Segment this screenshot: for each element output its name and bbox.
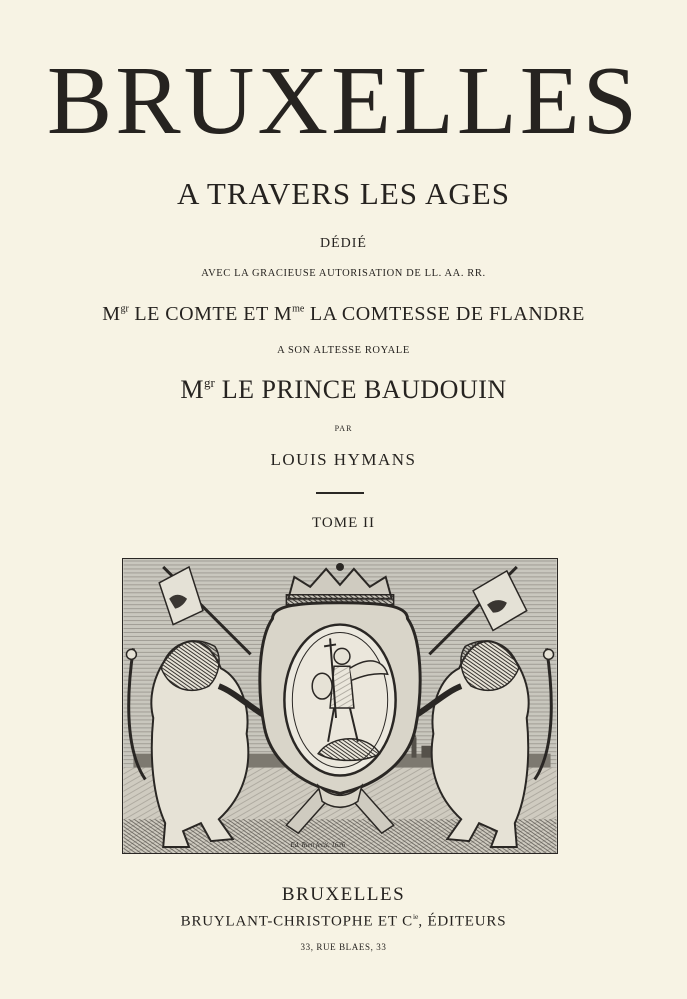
mgr-superscript: gr xyxy=(120,303,129,315)
prince-mgr-superscript: gr xyxy=(203,375,215,390)
prince-line xyxy=(0,375,687,405)
par-label: PAR xyxy=(334,424,353,433)
engraver-signature: Ed. Rien fecit, 1626 xyxy=(290,841,346,850)
imprint-city: BRUXELLES xyxy=(281,884,406,905)
publisher-name: BRUYLANT-CHRISTOPHE ET C xyxy=(180,913,413,930)
mgr-abbrev: M xyxy=(102,303,121,325)
book-title: BRUXELLES xyxy=(46,47,641,155)
altesse-line: A SON ALTESSE ROYALE xyxy=(277,345,410,356)
mme-superscript: me xyxy=(292,303,305,315)
imprint-publisher xyxy=(0,912,687,930)
volume-number: TOME II xyxy=(312,515,375,531)
prince-mgr: M xyxy=(180,375,204,405)
authorisation-line: AVEC LA GRACIEUSE AUTORISATION DE LL. AA. RR. xyxy=(201,268,486,279)
author-name: LOUIS HYMANS xyxy=(270,450,417,469)
comte-text: LE COMTE ET M xyxy=(128,303,293,325)
imprint-address: 33, RUE BLAES, 33 xyxy=(300,942,387,952)
coat-of-arms-engraving xyxy=(122,558,558,854)
comtesse-text: LA COMTESSE DE FLANDRE xyxy=(304,303,585,325)
divider-rule xyxy=(316,492,364,494)
prince-name: LE PRINCE BAUDOUIN xyxy=(214,375,507,405)
dedication-heading: DÉDIÉ xyxy=(320,236,367,251)
publisher-tail: , ÉDITEURS xyxy=(418,913,507,930)
book-subtitle: A TRAVERS LES AGES xyxy=(177,176,510,211)
dedicatees-line xyxy=(0,303,687,326)
publisher-superscript: ie xyxy=(412,912,419,921)
